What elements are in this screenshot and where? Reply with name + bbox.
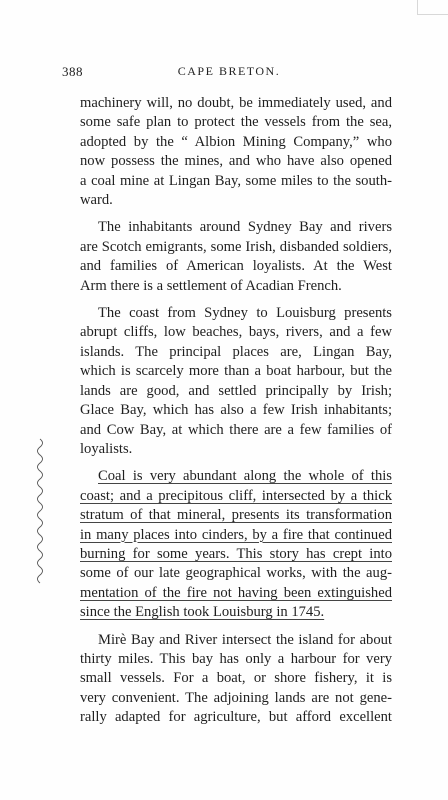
text-line: Mirè Bay and River intersect the island for about <box>98 631 392 648</box>
page-header <box>55 64 403 84</box>
text-line: islands. The principal places are, Lingan Bay, <box>80 343 392 360</box>
text-line: Glace Bay, which has also a few Irish inhabitants; <box>80 402 392 419</box>
text-line: coast; and a precipitous cliff, intersected by a thick <box>80 487 392 504</box>
page-number: 388 <box>62 64 83 79</box>
page-corner-mark <box>417 0 448 15</box>
text-line: burning for some years. This story has crept into <box>80 545 392 562</box>
text-line: Arm there is a settlement of Acadian French. <box>80 277 342 294</box>
text-line: now possess the mines, and who have also opened <box>80 153 392 170</box>
paragraph-inhabitants <box>80 218 392 296</box>
text-line: loyalists. <box>80 440 133 457</box>
text-line: The inhabitants around Sydney Bay and rivers <box>98 219 392 236</box>
text-line: The coast from Sydney to Louisburg presents <box>98 305 392 322</box>
page-body <box>80 94 392 736</box>
text-line: mentation of the fire not having been extinguished <box>80 584 392 601</box>
text-line: in many places into cinders, by a fire that continued <box>80 526 392 543</box>
text-line: which is scarcely more than a boat harbour, but the <box>80 363 392 380</box>
text-line: Coal is very abundant along the whole of this <box>98 468 392 485</box>
text-line: thirty miles. This bay has only a harbour for very <box>80 650 392 667</box>
text-line: are Scotch emigrants, some Irish, disbanded soldiers, <box>80 238 392 255</box>
text-line: small vessels. For a boat, or shore fishery, it is <box>80 670 392 687</box>
running-head: CAPE BRETON. <box>177 64 281 78</box>
margin-squiggle-annotation <box>33 437 47 587</box>
text-line: a coal mine at Lingan Bay, some miles to the south- <box>80 172 392 189</box>
text-line: very convenient. The adjoining lands are not gene- <box>80 689 392 706</box>
paragraph-mire-bay <box>80 631 392 728</box>
text-line: since the English took Louisburg in 1745. <box>80 604 325 621</box>
paragraph-coast <box>80 304 392 459</box>
text-line: adopted by the “ Albion Mining Company,” who <box>80 133 392 150</box>
text-line: and Cow Bay, at which there are a few families of <box>80 421 392 438</box>
text-line: some of our late geographical works, with the aug- <box>80 565 392 582</box>
text-line: and families of American loyalists. At the West <box>80 258 392 275</box>
text-line: rally adapted for agriculture, but afford excellent <box>80 709 392 726</box>
text-line: lands are good, and settled principally by Irish; <box>80 382 392 399</box>
paragraph-coal-underlined <box>80 467 392 622</box>
paragraph-machinery <box>80 94 392 210</box>
text-line: abrupt cliffs, low beaches, bays, rivers, and a few <box>80 324 392 341</box>
text-line: some safe plan to protect the vessels from the sea, <box>80 114 392 131</box>
text-line: stratum of that mineral, presents its transformation <box>80 507 392 524</box>
text-line: ward. <box>80 192 113 209</box>
text-line: machinery will, no doubt, be immediately used, and <box>80 95 392 111</box>
